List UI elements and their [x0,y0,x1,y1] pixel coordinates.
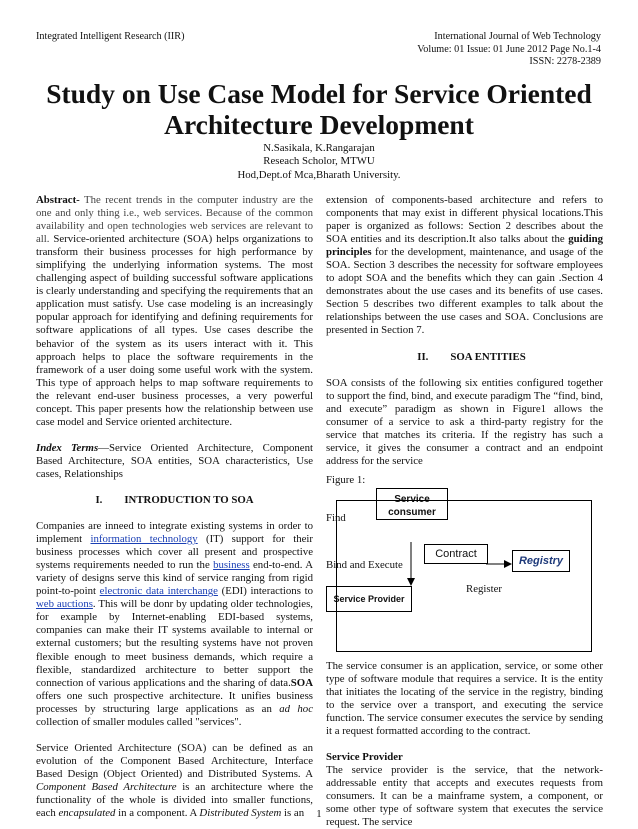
link-web-auctions[interactable]: web auctions [36,598,93,611]
service-consumer-label: Service [394,493,430,505]
section-title: SOA ENTITIES [450,350,526,363]
text-run: for the development, maintenance, and usage of the SOA. Section 3 describes the necessity for software employees to adopt SOA and the benefits which they can gain .Section 4 demonstrates about the use cases and its benefits of use cases. Section 5 describes two different examples to talk about the relationships between the use cases and SOA. Conclusions are presented in Section 7. [326,246,603,337]
italic-ad-hoc: ad hoc [279,702,313,715]
text-run: offers one such prospective architecture. It unifies business processes by structuring large applications as an [36,689,313,715]
left-column [36,194,313,820]
author-affiliation: Hod,Dept.of Mca,Bharath University. [237,168,401,181]
abstract-intro: The recent trends in the computer industry are the one and only thing i.e., web services. Because of the common availability and open technologies web services are relevant to all. [36,194,313,246]
text-run: is an [281,807,305,820]
text-run: Service Oriented Architecture (SOA) can be defined as an evolution of the Component Based Architecture, Interface Based Design (Object Oriented) and Distributed Systems. A [36,741,313,780]
section-heading-2 [326,351,603,364]
contract-arrow-head [504,560,512,568]
service-consumer-box [376,488,448,520]
bind-execute-label: Bind and Execute [326,558,403,571]
link-electronic-data-interchange[interactable]: electronic data interchange [99,585,218,598]
link-information-technology[interactable]: information technology [90,533,198,546]
link-business[interactable]: business [213,559,250,572]
text-run: in a component. A [115,807,200,820]
section-title: INTRODUCTION TO SOA [124,493,254,506]
service-consumer-label-2: consumer [388,506,436,518]
journal-info [417,31,601,69]
author-names: N.Sasikala, K.Rangarajan [263,142,375,154]
authors-block [120,142,518,182]
section-heading-1 [36,494,313,507]
author-role: Reseach Scholor, MTWU [263,155,375,168]
page-number: 1 [316,808,322,820]
journal-issn: ISSN: 2278-2389 [529,56,601,68]
right-paragraph-1 [326,194,603,338]
index-terms-text: —Service Oriented Architecture, Component Based Architecture, SOA entities, SOA characteristics, Use cases, Relationships [36,441,313,480]
bold-guiding-principles: guiding principles [326,233,603,259]
italic-term: Component Based Architecture [36,780,177,793]
text-run: collection of smaller modules called "services". [36,715,242,728]
service-provider-box: Service Provider [326,586,412,612]
paper-title: Study on Use Case Model for Service Oriented Architecture Development [46,78,592,140]
journal-title: International Journal of Web Technology [434,31,601,42]
italic-term: encapsulated [58,807,116,820]
journal-name: Integrated Intelligent Research (IIR) [36,31,185,42]
text-run: is an architecture where the functionality of the whole is divided into smaller functions, each [36,780,313,820]
right-column [326,194,603,829]
text-run: end-to-end. A variety of designs serve this kind of service ranging from rigid point-to-point [36,559,313,598]
italic-term: Distributed System [199,807,282,820]
text-run: (IT) support for their business processes which cover all present and prospective systems requirements needed to run the [36,533,313,572]
text-run: (EDI) interactions to [217,585,313,598]
abstract-label: Abstract- [36,194,80,206]
intro-paragraph-1 [36,520,313,729]
journal-volume: Volume: 01 Issue: 01 June 2012 Page No.1-4 [417,43,601,55]
register-label: Register [466,582,502,595]
figure-caption: Figure 1: [326,473,366,486]
registry-box: Registry [512,550,570,572]
index-terms-label: Index Terms [36,441,99,454]
service-provider-text: The service provider is the service, that the network-addressable entity that accepts and executes requests from consumers. It can be a mainframe system, a component, or some other type of software system that executes the service request. The service [326,764,603,829]
bold-soa: SOA [290,676,313,689]
figure-1 [326,470,603,656]
text-run: Companies are inneed to integrate existing systems in order to implement [36,520,313,546]
find-label: Find [326,511,346,524]
service-provider-heading: Service Provider [326,751,403,764]
abstract-body: Service-oriented architecture (SOA) helps organizations to transform their business processes for high performance by simplifying the underlying information systems. The most challenging aspect of building successful software applications is clearly understanding and specifying the requirements that an application must satisfy. Use case modeling is an increasingly popular approach for identifying and defining requirements for software applications of all types. Use cases describe the behavior of the system as its users interact with it. This approach helps to place the software requirements in the framework of a user doing some useful work with the system. This type of approach helps to map software requirements to the relevant end-user business processes, a very powerful concept. This paper presents how the relationship between use case model and Service oriented architecture. [36,233,313,428]
contract-box: Contract [424,544,488,564]
service-consumer-paragraph: The service consumer is an application, service, or some other type of software module that requires a service. It is the entity that initiates the locating of the service in the registry, binding to the service over a transport, and executing the service function. The service consumer executes the service by sending it a request formatted according to the contract. [326,659,603,738]
section-number: I. [95,493,103,506]
text-run: extension of components-based architecture and refers to components that may exist in different physical locations.This paper is organized as follows: Section 2 describes about the SOA entities and its description.It also talks about the [326,194,603,246]
consumer-arrow-head [407,578,415,586]
section-number: II. [417,350,429,363]
text-run: . This will be donr by updating older technologies, for example by Internet-enabling EDI-based systems, companies can make their IT systems available to internal or external customers; but the resulting systems have not proven flexible enough to meet business demands, which require a flexible, standardized architecture to better support the connection of various applications and the sharing of data. [36,598,313,689]
abstract [36,194,313,429]
index-terms [36,442,313,481]
soa-entities-paragraph: SOA consists of the following six entities configured together to support the find, bind, and execute paradigm The “find, bind, and execute” paradigm as shown in Figure1 allows the consumer of a service to ask a third-party registry for the service that matches its criteria. If the registry has such a service, it gives the consumer a contract and an endpoint address for the service [326,376,603,467]
